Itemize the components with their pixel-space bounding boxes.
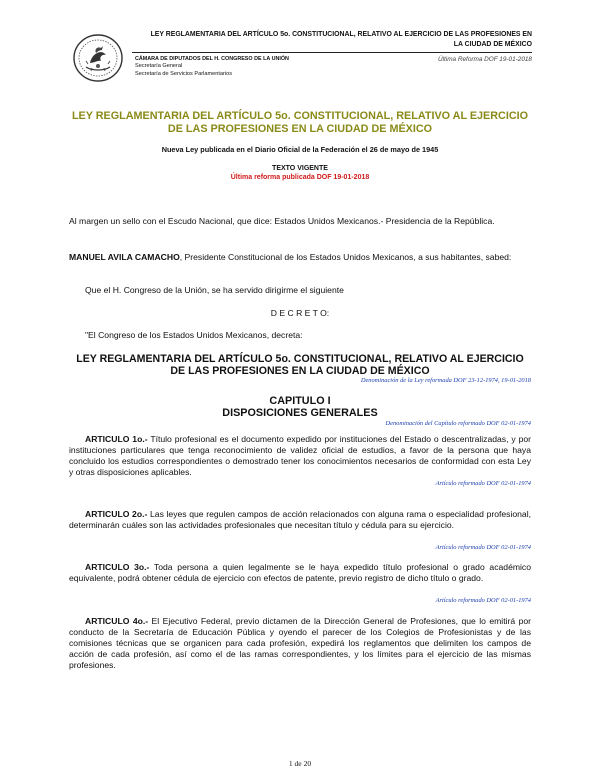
header-last-reform: Última Reforma DOF 19-01-2018	[437, 56, 532, 63]
chapter-heading	[69, 396, 531, 419]
article-3-note: Artículo reformado DOF 02-01-1974	[435, 597, 531, 604]
article-3-text: Toda persona a quien legalmente se le haya expedido título profesional o grado académico equivalente, podrá obtener cédula de ejercicio con efectos de patente, previo registro de dicho título o grado.	[69, 562, 531, 583]
header-chamber-block	[135, 56, 289, 78]
texto-vigente-label: TEXTO VIGENTE	[272, 165, 328, 172]
mexican-coat-of-arms-seal	[72, 33, 124, 83]
congress-paragraph: Que el H. Congreso de la Unión, se ha servido dirigirme el siguiente	[85, 285, 344, 295]
article-1-label: ARTICULO 1o.-	[85, 434, 148, 444]
president-text: , Presidente Constitucional de los Estados Unidos Mexicanos, a sus habitantes, sabed:	[179, 252, 512, 262]
article-2	[69, 509, 531, 531]
chapter-number: CAPITULO I	[269, 395, 331, 407]
decree-heading: D E C R E T O:	[270, 308, 330, 318]
article-3-label: ARTICULO 3o.-	[85, 562, 150, 572]
chapter-note: Denominación del Capítulo reformado DOF 02-01-1974	[385, 420, 531, 427]
header-services-secretary: Secretaría de Servicios Parlamentarios	[135, 70, 233, 77]
header-divider	[132, 52, 532, 53]
article-2-text: Las leyes que regulen campos de acción relacionados con alguna rama o especialidad profesional, determinarán cuáles son las actividades profesionales que necesitan título y cédula para su ejercicio.	[69, 509, 531, 530]
page-number: 1 de 20	[288, 759, 312, 768]
header-general-secretary: Secretaría General	[135, 63, 183, 70]
president-name: MANUEL AVILA CAMACHO	[69, 252, 180, 262]
seal-paragraph: Al margen un sello con el Escudo Nacional, que dice: Estados Unidos Mexicanos.- Presidencia de la República.	[69, 216, 495, 226]
article-4-text: El Ejecutivo Federal, previo dictamen de la Dirección General de Profesiones, que lo emitirá por conducto de la Secretaría de Educación Pública y oyendo el parecer de los Colegios de Profesionistas y de las comisiones técnicas que se organicen para cada profesión, expedirá los reglamentos que delimiten los campos de acción de cada profesión, así como el de las ramas correspondientes, y los límites para el ejercicio de las mismas profesiones.	[69, 616, 531, 670]
article-1-note: Artículo reformado DOF 02-01-1974	[435, 480, 531, 487]
article-4-label: ARTICULO 4o.-	[85, 616, 149, 626]
last-reform-published: Última reforma publicada DOF 19-01-2018	[230, 174, 370, 181]
president-paragraph	[69, 252, 531, 263]
chapter-name: DISPOSICIONES GENERALES	[222, 406, 378, 419]
law-title: LEY REGLAMENTARIA DEL ARTÍCULO 5o. CONSTITUCIONAL, RELATIVO AL EJERCICIO DE LAS PROFESIONES EN LA CIUDAD DE MÉXICO	[76, 353, 524, 377]
article-1	[69, 434, 531, 478]
article-3	[69, 562, 531, 584]
header-law-title: LEY REGLAMENTARIA DEL ARTÍCULO 5o. CONSTITUCIONAL, RELATIVO AL EJERCICIO DE LAS PROFESIONES EN LA CIUDAD DE MÉXICO	[150, 31, 532, 48]
article-2-note: Artículo reformado DOF 02-01-1974	[435, 544, 531, 551]
decrees-paragraph: "El Congreso de los Estados Unidos Mexicanos, decreta:	[85, 330, 303, 340]
document-title: LEY REGLAMENTARIA DEL ARTÍCULO 5o. CONSTITUCIONAL, RELATIVO AL EJERCICIO DE LAS PROFESIONES EN LA CIUDAD DE MÉXICO	[71, 110, 529, 135]
publication-line: Nueva Ley publicada en el Diario Oficial de la Federación el 26 de mayo de 1945	[161, 145, 439, 154]
law-title-note: Denominación de la Ley reformada DOF 23-12-1974, 19-01-2018	[360, 377, 531, 384]
header-chamber-name: CÁMARA DE DIPUTADOS DEL H. CONGRESO DE LA UNIÓN	[135, 56, 289, 62]
article-4	[69, 616, 531, 671]
article-2-label: ARTICULO 2o.-	[85, 509, 148, 519]
article-1-text: Título profesional es el documento expedido por instituciones del Estado o descentralizadas, y por instituciones particulares que tenga reconocimiento de validez oficial de estudios, a favor de la persona que haya concluido los estudios correspondientes o demostrado tener los conocimientos necesarios de conformidad con esta Ley y otras disposiciones aplicables.	[69, 434, 531, 477]
